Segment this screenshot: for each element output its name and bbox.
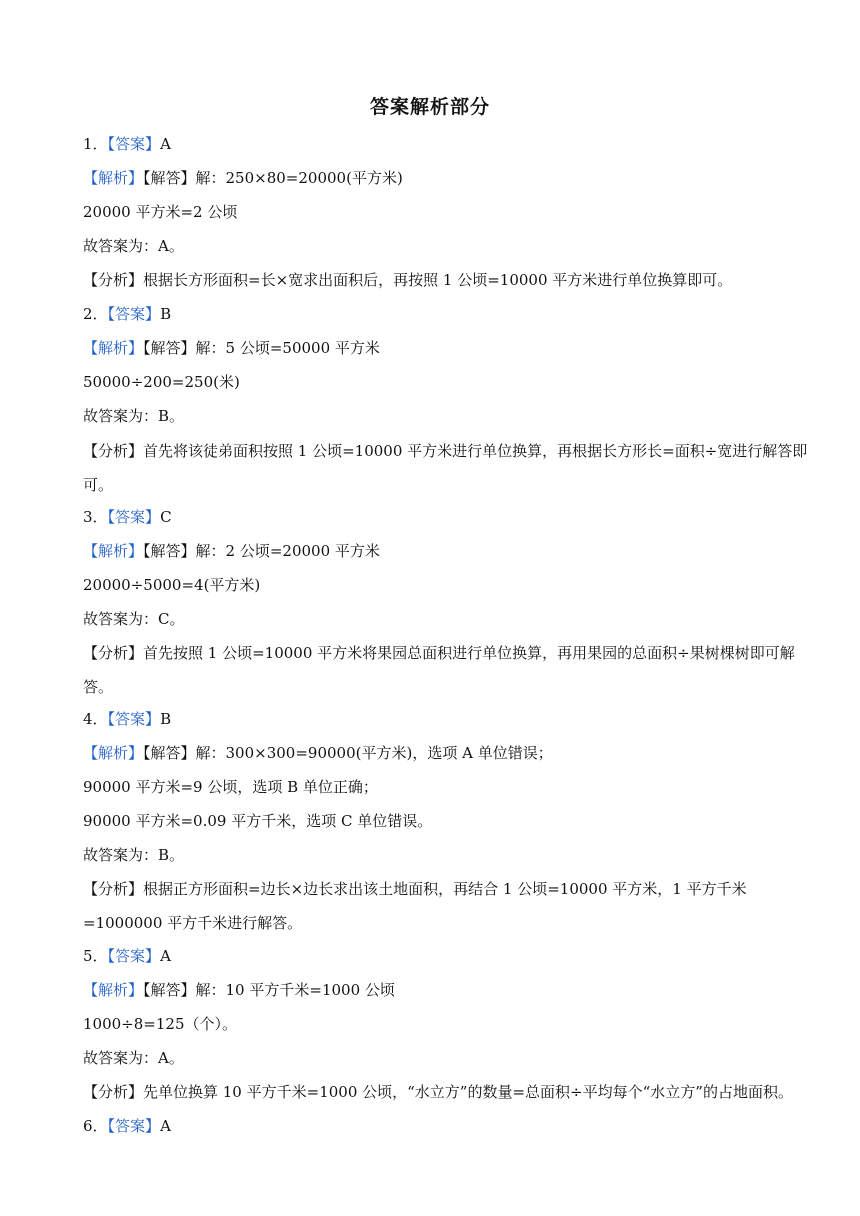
answer-value: A [160, 947, 171, 965]
solution-step: 1000÷8=125（个）。 [83, 1015, 237, 1033]
analysis-tag: 【解析】 [83, 981, 144, 999]
question-number: 5． [83, 947, 108, 965]
answer-tag: 【答案】 [107, 135, 161, 153]
analysis-text: 【分析】根据正方形面积=边长×边长求出该土地面积，再结合 1 公顷=10000 平方米，1 平方千米=1000000 平方千米进行解答。 [83, 880, 747, 932]
answer-tag: 【答案】 [107, 305, 161, 323]
answer-value: A [160, 1117, 171, 1135]
answer-tag: 【答案】 [107, 1117, 161, 1135]
answer-line [83, 945, 813, 967]
final-answer: 故答案为：B。 [83, 407, 185, 425]
analysis-text: 【分析】首先将该徒弟面积按照 1 公顷=10000 平方米进行单位换算，再根据长方形长=面积÷宽进行解答即可。 [83, 442, 808, 494]
answer-line [83, 133, 813, 155]
answer-value: B [160, 710, 172, 728]
solution-line [83, 742, 813, 764]
page-title: 答案解析部分 [369, 96, 490, 118]
solution-step: 20000 平方米=2 公顷 [83, 203, 238, 221]
solution-line [83, 979, 813, 1001]
final-answer: 故答案为：A。 [83, 237, 184, 255]
answer-line [83, 1115, 813, 1137]
answer-line [83, 506, 813, 528]
solution-step: 90000 平方米=9 公顷，选项 B 单位正确； [83, 778, 378, 796]
solution-line [83, 337, 813, 359]
analysis-text: 【分析】首先按照 1 公顷=10000 平方米将果园总面积进行单位换算，再用果园的总面积÷果树棵树即可解答。 [83, 644, 795, 696]
solution-line [83, 540, 813, 562]
answer-tag: 【答案】 [107, 947, 161, 965]
analysis-text: 【分析】根据长方形面积=长×宽求出面积后，再按照 1 公顷=10000 平方米进行单位换算即可。 [83, 271, 733, 289]
solution-text: 【解答】解：5 公顷=50000 平方米 [143, 339, 380, 357]
analysis-tag: 【解析】 [83, 542, 144, 560]
question-number: 2． [83, 305, 108, 323]
analysis-tag: 【解析】 [83, 339, 144, 357]
solution-step: 20000÷5000=4(平方米) [83, 576, 261, 594]
solution-step: 50000÷200=250(米) [83, 373, 240, 391]
final-answer: 故答案为：A。 [83, 1049, 184, 1067]
answer-value: B [160, 305, 172, 323]
question-number: 1． [83, 135, 108, 153]
answer-line [83, 708, 813, 730]
solution-text: 【解答】解：250×80=20000(平方米) [143, 169, 403, 187]
answer-value: C [160, 508, 172, 526]
solution-text: 【解答】解：2 公顷=20000 平方米 [143, 542, 380, 560]
solution-text: 【解答】解：300×300=90000(平方米)，选项 A 单位错误； [143, 744, 553, 762]
final-answer: 故答案为：B。 [83, 846, 185, 864]
answer-line [83, 303, 813, 325]
answer-tag: 【答案】 [107, 508, 161, 526]
analysis-text: 【分析】先单位换算 10 平方千米=1000 公顷，“水立方”的数量=总面积÷平均每个“水立方”的占地面积。 [83, 1083, 793, 1101]
question-number: 4． [83, 710, 108, 728]
solution-step: 90000 平方米=0.09 平方千米，选项 C 单位错误。 [83, 812, 433, 830]
analysis-tag: 【解析】 [83, 169, 144, 187]
solution-text: 【解答】解：10 平方千米=1000 公顷 [143, 981, 395, 999]
question-number: 6． [83, 1117, 108, 1135]
analysis-tag: 【解析】 [83, 744, 144, 762]
solution-line [83, 167, 813, 189]
answer-tag: 【答案】 [107, 710, 161, 728]
answer-value: A [160, 135, 171, 153]
question-number: 3． [83, 508, 108, 526]
final-answer: 故答案为：C。 [83, 610, 185, 628]
